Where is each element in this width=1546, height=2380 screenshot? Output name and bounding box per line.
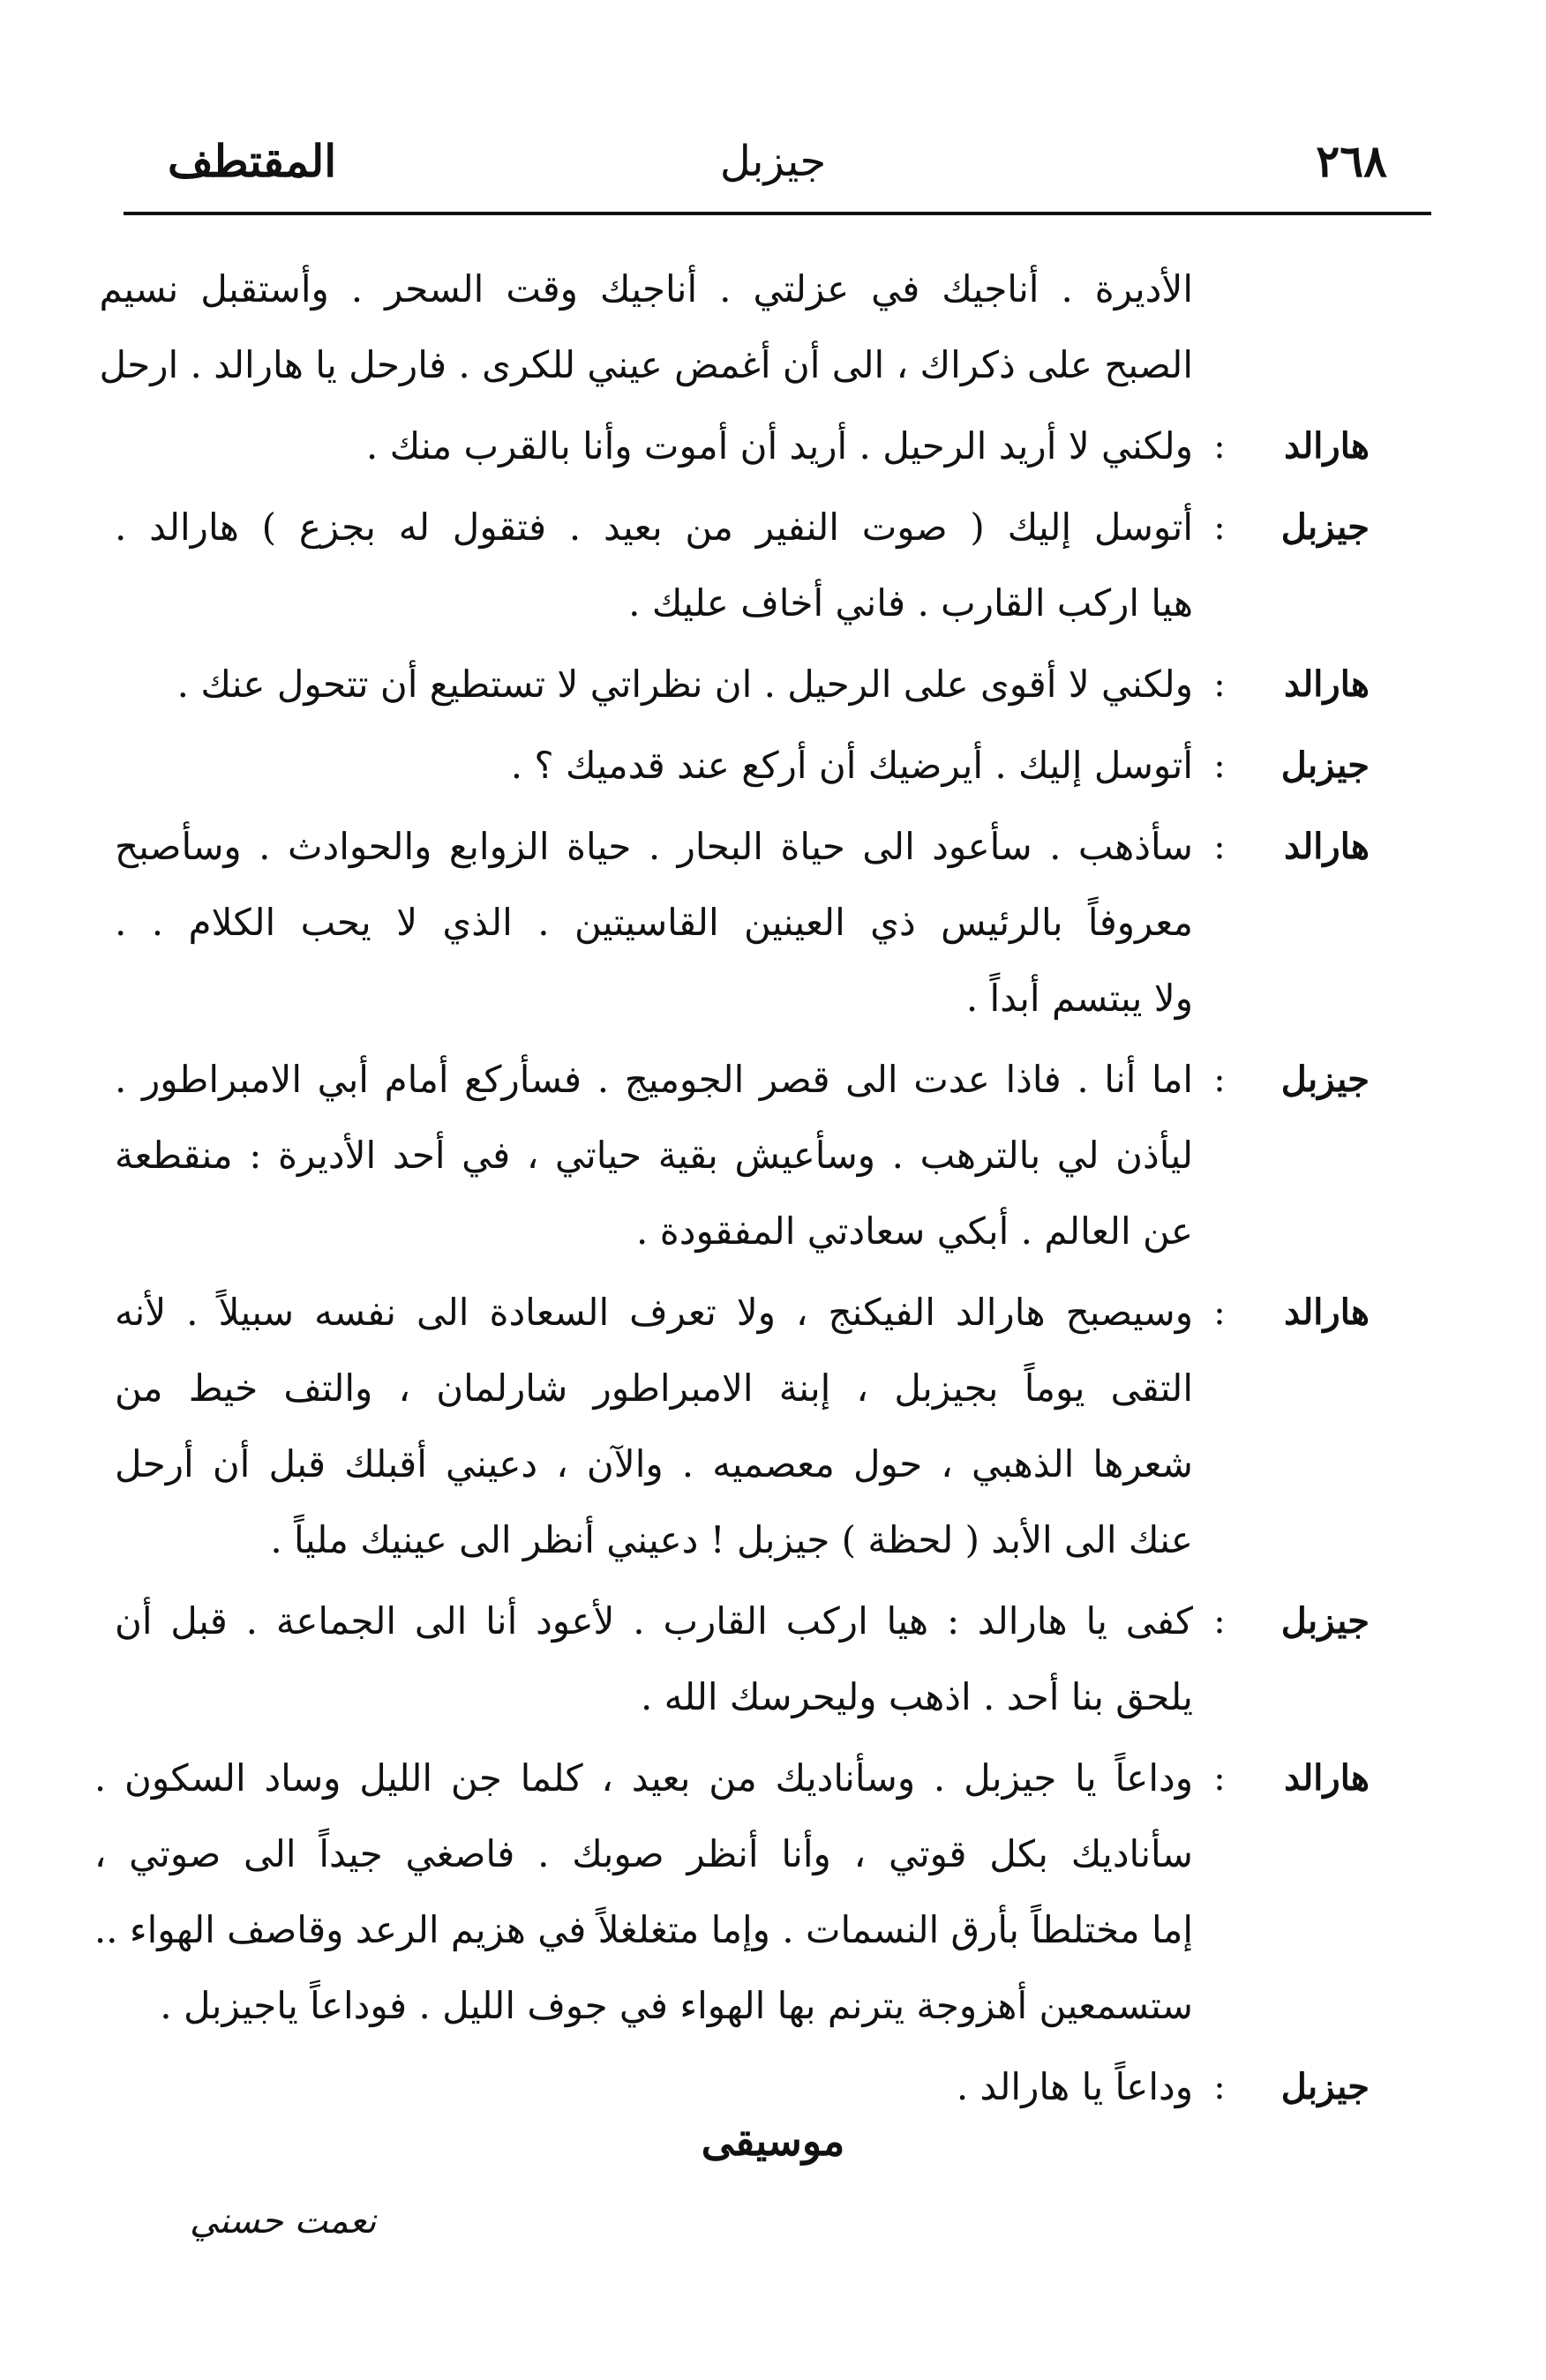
text-line: الأديرة . أناجيك في عزلتي . أناجيك وقت السحر . وأستقبل نسيم xyxy=(99,267,1193,311)
dialogue-entry xyxy=(115,1583,1370,1735)
text-line: سأناديك بكل قوتي ، وأنا أنظر صوبك . فاصغي جيداً الى صوتي ، xyxy=(94,1832,1193,1875)
speaker-name: هارالد xyxy=(1284,663,1370,705)
dialogue-entry xyxy=(115,490,1370,641)
text-line: كفى يا هارالد : هيا اركب القارب . لأعود أنا الى الجماعة . قبل أن xyxy=(115,1599,1193,1643)
speaker-name: جيزبل xyxy=(1280,506,1370,548)
speech-lines xyxy=(115,809,1193,1037)
opening-lines xyxy=(99,251,1193,403)
dialogue-entry xyxy=(115,647,1370,722)
speech-lines xyxy=(115,1042,1193,1269)
speech-lines xyxy=(94,1740,1193,2044)
speaker-name: هارالد xyxy=(1284,1291,1370,1333)
text-line: معروفاً بالرئيس ذي العينين القاسيتين . الذي لا يحب الكلام . . xyxy=(115,901,1193,944)
dialogue-entry xyxy=(94,1740,1370,2044)
dialogue-entry xyxy=(115,408,1370,484)
text-line: ولكني لا أقوى على الرحيل . ان نظراتي لا تستطيع أن تتحول عنك . xyxy=(176,662,1193,706)
text-line: عنك الى الأبد ( لحظة ) جيزبل ! دعيني أنظر الى عينيك ملياً . xyxy=(270,1518,1193,1561)
text-line: وداعاً يا جيزبل . وسأناديك من بعيد ، كلما جن الليل وساد السكون . xyxy=(94,1756,1193,1800)
speaker-name: هارالد xyxy=(1284,1757,1370,1799)
speech-lines xyxy=(115,647,1193,722)
colon-separator: : xyxy=(1213,827,1226,867)
opening-paragraph xyxy=(99,251,1370,403)
text-line: يلحق بنا أحد . اذهب وليحرسك الله . xyxy=(640,1675,1193,1718)
running-title: جيزبل xyxy=(719,137,827,186)
speech-lines xyxy=(115,490,1193,641)
colon-separator: : xyxy=(1213,507,1226,548)
colon-separator: : xyxy=(1213,2067,1226,2107)
colon-separator: : xyxy=(1213,745,1226,786)
dialogue-list xyxy=(94,408,1370,2125)
closing-direction: موسيقى xyxy=(701,2117,845,2165)
text-line: الصبح على ذكراك ، الى أن أغمض عيني للكرى . فارحل يا هارالد . ارحل xyxy=(99,343,1193,386)
speaker-name: هارالد xyxy=(1284,425,1370,467)
colon-separator: : xyxy=(1213,1059,1226,1100)
text-line: أتوسل إليك . أيرضيك أن أركع عند قدميك ؟ . xyxy=(510,744,1193,787)
dialogue-entry xyxy=(115,1275,1370,1578)
text-line: أتوسل إليك ( صوت النفير من بعيد . فتقول له بجزع ) هارالد . xyxy=(115,505,1193,549)
speaker-name: جيزبل xyxy=(1280,2066,1370,2107)
text-line: شعرها الذهبي ، حول معصميه . والآن ، دعيني أقبلك قبل أن أرحل xyxy=(115,1442,1193,1486)
text-line: ليأذن لي بالترهب . وسأعيش بقية حياتي ، في أحد الأديرة : منقطعة xyxy=(115,1134,1193,1177)
header-rule xyxy=(124,212,1431,215)
text-line: وداعاً يا هارالد . xyxy=(956,2065,1193,2108)
speaker-name: جيزبل xyxy=(1280,1600,1370,1642)
page-number: ٢٦٨ xyxy=(1316,135,1387,187)
text-line: سأذهب . سأعود الى حياة البحار . حياة الزوابع والحوادث . وسأصبح xyxy=(115,825,1193,868)
text-line: ستسمعين أهزوجة يترنم بها الهواء في جوف الليل . فوداعاً ياجيزبل . xyxy=(160,1984,1193,2027)
dialogue-entry xyxy=(115,809,1370,1037)
text-line: هيا اركب القارب . فاني أخاف عليك . xyxy=(628,581,1193,625)
speech-lines xyxy=(115,1583,1193,1735)
dialogue-entry xyxy=(115,728,1370,804)
text-line: ولا يبتسم أبداً . xyxy=(965,977,1193,1020)
colon-separator: : xyxy=(1213,1601,1226,1642)
page-body xyxy=(94,251,1370,2130)
dialogue-entry xyxy=(115,1042,1370,1269)
text-line: التقى يوماً بجيزبل ، إبنة الامبراطور شارلمان ، والتف خيط من xyxy=(115,1366,1193,1410)
speaker-name: جيزبل xyxy=(1280,745,1370,786)
speaker-name: هارالد xyxy=(1284,826,1370,867)
journal-name: المقتطف xyxy=(168,135,337,187)
speech-lines xyxy=(115,2049,1193,2125)
dialogue-entry xyxy=(115,2049,1370,2125)
author-signature: نعمت حسني xyxy=(190,2201,377,2242)
colon-separator: : xyxy=(1213,1292,1226,1333)
colon-separator: : xyxy=(1213,426,1226,467)
speaker-name: جيزبل xyxy=(1280,1059,1370,1100)
speech-lines xyxy=(115,728,1193,804)
colon-separator: : xyxy=(1213,1758,1226,1799)
colon-separator: : xyxy=(1213,664,1226,705)
text-line: وسيصبح هارالد الفيكنج ، ولا تعرف السعادة الى نفسه سبيلاً . لأنه xyxy=(115,1291,1193,1334)
speech-lines xyxy=(115,1275,1193,1578)
text-line: عن العالم . أبكي سعادتي المفقودة . xyxy=(636,1209,1193,1253)
page-header xyxy=(124,122,1422,201)
text-line: ولكني لا أريد الرحيل . أريد أن أموت وأنا بالقرب منك . xyxy=(365,424,1193,468)
text-line: إما مختلطاً بأرق النسمات . وإما متغلغلاً في هزيم الرعد وقاصف الهواء .. xyxy=(94,1908,1193,1951)
speech-lines xyxy=(115,408,1193,484)
text-line: اما أنا . فاذا عدت الى قصر الجوميج . فسأركع أمام أبي الامبراطور . xyxy=(115,1058,1193,1101)
